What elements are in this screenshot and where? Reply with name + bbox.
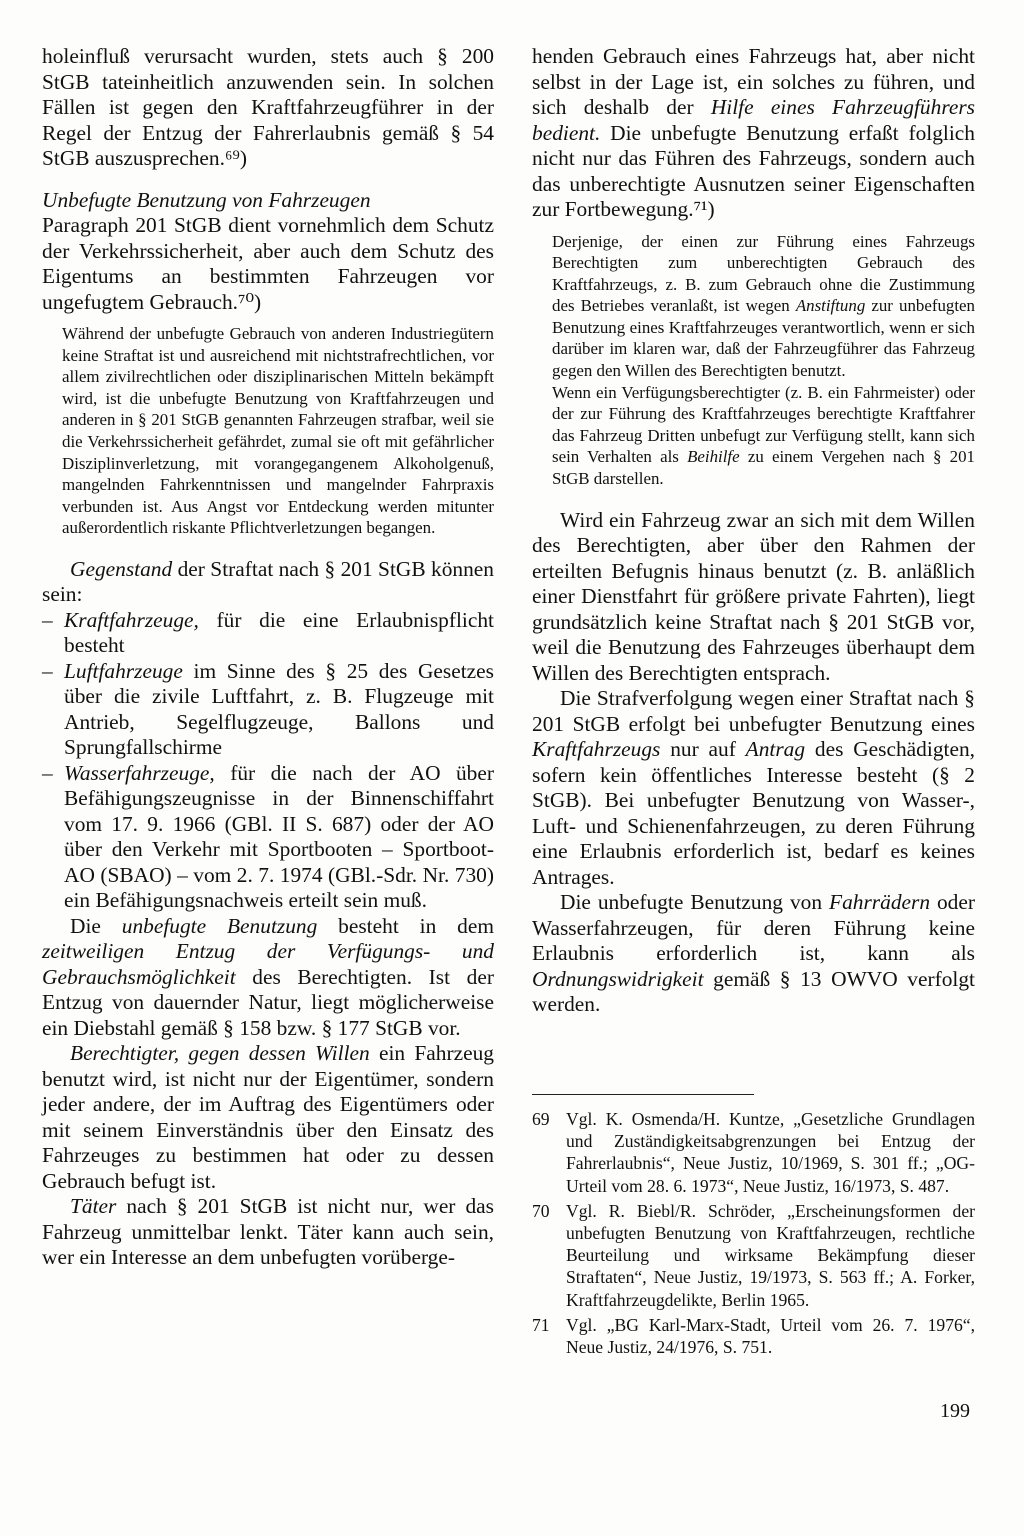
text-run: des Berechtigten. Ist der Entzug von dauernder Natur, liegt möglicherweise ein Diebstahl gemäß § 158 bzw. § 177 StGB vor. [42, 964, 494, 1040]
emphasis: Wasserfahrzeuge, [64, 760, 215, 785]
text-run: des Geschädigten, sofern kein öffentliches Interesse besteht (§ 2 StGB). Bei unbefugter Benutzung von Wasser-, Luft- und Schienenfahrzeugen, zu deren Führung eine Erlaubnis erforderlich ist, bedarf es keines Antrages. [532, 737, 975, 889]
emphasis: Hilfe eines Fahrzeugführers bedient. [532, 95, 975, 145]
paragraph: Paragraph 201 StGB dient vornehmlich dem Schutz der Verkehrssicherheit, aber auch dem Schutz des Eigentums an bestimmten Fahrzeugen vor ungefugtem Gebrauch.⁷⁰) [42, 213, 494, 314]
emphasis: Täter [70, 1194, 117, 1219]
text-run: Die unbefugte Benutzung von [560, 890, 830, 915]
footnote-text: Vgl. K. Osmenda/H. Kuntze, „Gesetzliche Grundlagen und Zuständigkeitsabgrenzungen bei Entzug der Fahrerlaubnis“, Neue Justiz, 10/1969, S. 301 ff.; „OG-Urteil vom 28. 6. 1973“, Neue Justiz, 16/1973, S. 487. [566, 1109, 975, 1196]
emphasis: unbefugte Benutzung [121, 913, 318, 938]
list-item [42, 659, 494, 761]
footnote [532, 1108, 975, 1197]
object-list [42, 608, 494, 914]
paragraph [42, 557, 494, 608]
text-run: Die [70, 913, 122, 938]
paragraph: holeinfluß verursacht wurden, stets auch § 200 StGB tateinheitlich anzuwenden sein. In solchen Fällen ist gegen den Kraftfahrzeugführer in der Regel der Entzug der Fahrerlaubnis gemäß § 54 StGB auszusprechen.⁶⁹) [42, 44, 494, 170]
text-run: für die eine Erlaubnispflicht besteht [64, 607, 494, 658]
emphasis: Ordnungswidrigkeit [532, 966, 704, 991]
list-item [42, 761, 494, 914]
emphasis: Luftfahrzeuge [64, 658, 183, 683]
emphasis: Fahrrädern [829, 890, 931, 915]
paragraph [532, 686, 975, 890]
emphasis: Gegenstand [70, 556, 173, 581]
emphasis: Antrag [745, 737, 806, 762]
text-run: nach § 201 StGB ist nicht nur, wer das Fahrzeug unmittelbar lenkt. Täter kann auch sein, wer ein Interesse an dem unbefugten vorüberge- [42, 1194, 494, 1270]
text-run: ein Fahrzeug benutzt wird, ist nicht nur der Eigentümer, sondern jeder andere, der im Auftrag des Eigentümers oder mit seinem Einverständnis über den Einsatz des Fahrzeuges zu bestimmen hat oder zu dessen Gebrauch befugt ist. [42, 1041, 494, 1193]
emphasis: zeitweiligen Entzug der Verfügungs- und Gebrauchsmöglichkeit [42, 939, 494, 989]
text-run: Derjenige, der einen zur Führung eines Fahrzeugs Berechtigten zum unberechtigten Gebrauch des Kraftfahrzeugs, z. B. zum Gebrauch ohne die Zustimmung des Betriebes veranlaßt, ist wegen [552, 231, 975, 316]
footnote [532, 1200, 975, 1311]
small-print-paragraph [532, 382, 975, 490]
small-print-paragraph [532, 231, 975, 382]
text-run: oder Wasserfahrzeugen, für deren Führung keine Erlaubnis erforderlich ist, kann als [532, 890, 975, 966]
emphasis: Berechtigter, gegen dessen Willen [70, 1041, 370, 1066]
list-item [42, 608, 494, 659]
section-heading: Unbefugte Benutzung von Fahrzeugen [42, 187, 371, 212]
text-run: Die unbefugte Benutzung erfaßt folglich nicht nur das Führen des Fahrzeugs, sondern auch das unberechtigte Ausnutzen seiner Eigenschaften zur Fortbewegung.⁷¹) [532, 120, 975, 221]
page-number: 199 [940, 1400, 970, 1422]
left-column [42, 44, 494, 1271]
text-run: nur auf [660, 737, 746, 762]
footnote [532, 1314, 975, 1358]
text-run: Wenn ein Verfügungsberechtigter (z. B. ein Fahrmeister) oder der zur Führung des Kraftfahrzeuges berechtigte Kraftfahrer das Fahrzeug Dritten unbefugt zur Verfügung stellt, kann sich sein Verhalten als [552, 382, 975, 467]
footnotes [532, 1108, 975, 1361]
paragraph: Wird ein Fahrzeug zwar an sich mit dem Willen des Berechtigten, aber über den Rahmen der erteilten Befugnis hinaus benutzt (z. B. anläßlich einer Dienstfahrt für größere private Fahrten), liegt grundsätzlich keine Straftat nach § 201 StGB vor, weil die Benutzung des Fahrzeuges überhaupt dem Willen des Berechtigten entsprach. [532, 507, 975, 685]
footnote-number: 70 [532, 1200, 550, 1221]
paragraph [532, 44, 975, 223]
text-run: gemäß § 13 OWVO verfolgt werden. [532, 966, 975, 1017]
paragraph [532, 890, 975, 1018]
emphasis: Kraftfahrzeugs [532, 737, 661, 762]
emphasis: Anstiftung [795, 296, 866, 316]
footnote-number: 71 [532, 1314, 550, 1335]
right-column [532, 44, 975, 1018]
emphasis: Beihilfe [687, 447, 740, 467]
text-run: der Straftat nach § 201 StGB können sein: [42, 556, 494, 607]
text-run: Die Strafverfolgung wegen einer Straftat nach § 201 StGB erfolgt bei unbefugter Benutzung eines [532, 686, 975, 736]
footnote-divider [532, 1094, 754, 1095]
text-run: zur unbefugten Benutzung eines Kraftfahrzeuges verantwortlich, wenn er sich darüber im klaren war, daß der Fahrzeugführer das Fahrzeug gegen den Willen des Berechtigten benutzt. [552, 296, 975, 381]
footnote-text: Vgl. „BG Karl-Marx-Stadt, Urteil vom 26. 7. 1976“, Neue Justiz, 24/1976, S. 751. [566, 1314, 975, 1358]
text-run: zu einem Vergehen nach § 201 StGB darstellen. [552, 447, 975, 489]
paragraph [42, 914, 494, 1042]
small-print-paragraph: Während der unbefugte Gebrauch von anderen Industriegütern keine Straftat ist und ausreichend mit nichtstrafrechtlichen, vor allem zivilrechtlichen oder disziplinarischen Mitteln bekämpft wird, ist die unbefugte Benutzung von Kraftfahrzeugen und anderen in § 201 StGB genannten Fahrzeugen strafbar, weil sie die Verkehrssicherheit gefährdet, zumal sie oft mit gefährlicher Disziplinverletzung, mit vorangegangenem Alkoholgenuß, mangelnden Fahrkenntnissen und mangelnder Fahrpraxis verbunden ist. Aus Angst vor Entdeckung werden mitunter außerordentlich riskante Pflichtverletzungen begangen. [62, 324, 494, 538]
text-run: besteht in dem [317, 913, 494, 938]
footnote-text: Vgl. R. Biebl/R. Schröder, „Erscheinungsformen der unbefugten Benutzung von Kraftfahrzeugen, rechtliche Beurteilung und wirksame Bekämpfung dieser Straftaten“, Neue Justiz, 19/1973, S. 563 ff.; A. Forker, Kraftfahrzeugdelikte, Berlin 1965. [566, 1200, 975, 1310]
text-run: henden Gebrauch eines Fahrzeugs hat, aber nicht selbst in der Lage ist, ein solches zu führen, und sich deshalb der [532, 44, 975, 119]
emphasis: Kraftfahrzeuge, [64, 607, 199, 632]
text-run: für die nach der AO über Befähigungszeugnisse in der Binnenschiffahrt vom 17. 9. 1966 (GBl. II S. 687) oder der AO über den Verkehr mit Sportbooten – Sportboot-AO (SBAO) – vom 2. 7. 1974 (GBl.-Sdr. Nr. 730) ein Befähigungsnachweis erteilt sein muß. [64, 760, 494, 913]
footnote-number: 69 [532, 1109, 550, 1129]
text-run: im Sinne des § 25 des Gesetzes über die zivile Luftfahrt, z. B. Flugzeuge mit Antrieb, Segelflugzeuge, Ballons und Sprungfallschirme [64, 658, 494, 760]
paragraph [42, 1194, 494, 1271]
paragraph [42, 1041, 494, 1194]
